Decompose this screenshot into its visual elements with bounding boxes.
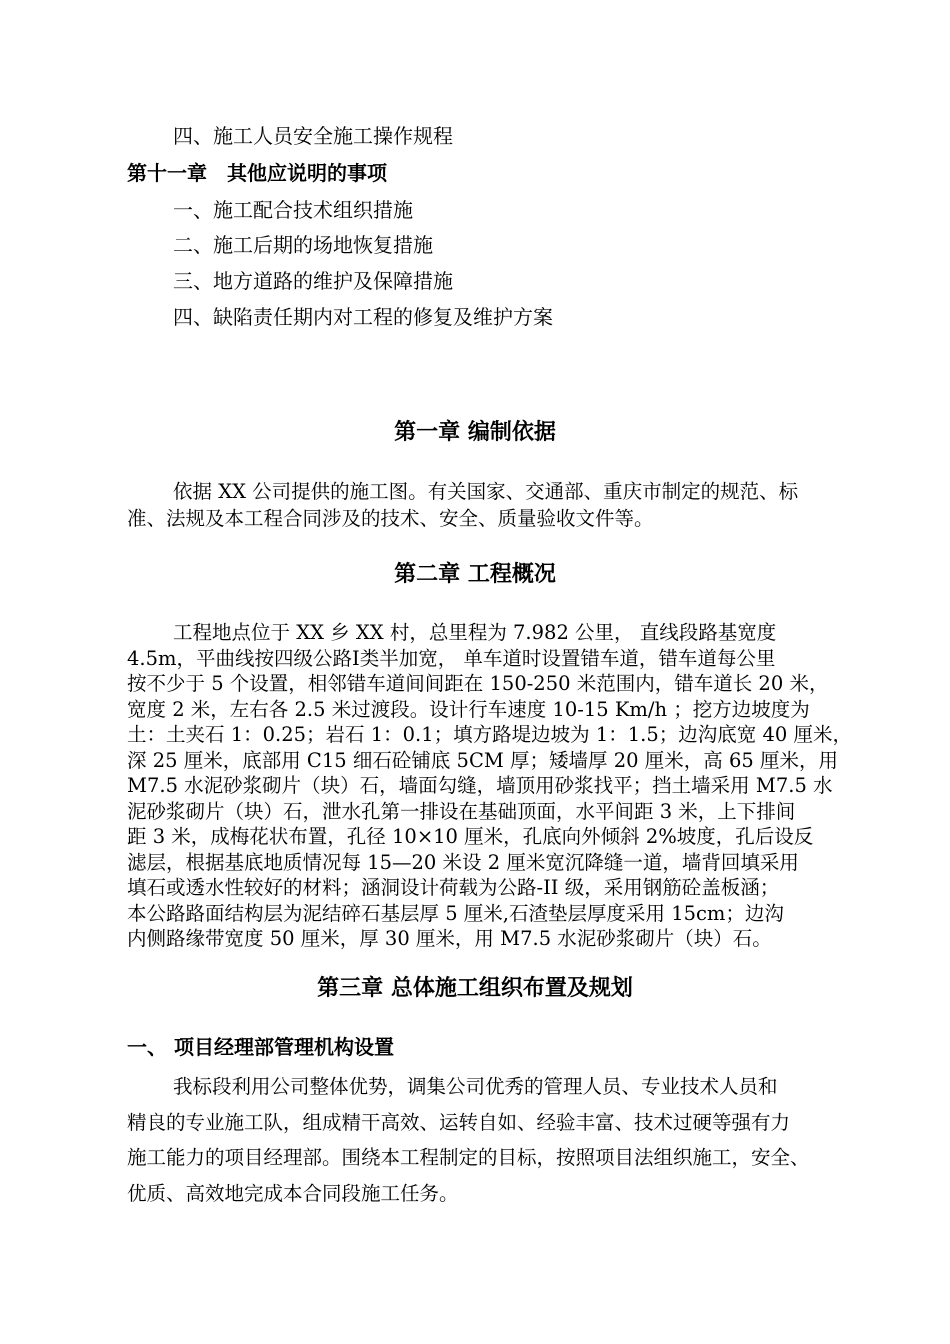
paragraph-line: 距 3 米，成梅花状布置，孔径 10×10 厘米，孔底向外倾斜 2%坡度，孔后设反 xyxy=(127,825,814,848)
paragraph-line: 准、法规及本工程合同涉及的技术、安全、质量验收文件等。 xyxy=(127,507,654,530)
chapter-1-title: 第一章 编制依据 xyxy=(394,420,556,445)
toc-item: 三、地方道路的维护及保障措施 xyxy=(173,269,453,293)
paragraph-line: 按不少于 5 个设置，相邻错车道间间距在 150-250 米范围内，错车道长 20 米， xyxy=(127,672,829,695)
section-1-title: 一、 项目经理部管理机构设置 xyxy=(127,1035,394,1059)
toc-chapter-heading: 第十一章 其他应说明的事项 xyxy=(127,161,387,185)
chapter-3-title: 第三章 总体施工组织布置及规划 xyxy=(317,976,633,1001)
paragraph-line: 工程地点位于 XX 乡 XX 村，总里程为 7.982 公里， 直线段路基宽度 xyxy=(173,621,777,644)
toc-item: 二、施工后期的场地恢复措施 xyxy=(173,233,433,257)
paragraph-line: 本公路路面结构层为泥结碎石基层厚 5 厘米,石渣垫层厚度采用 15cm；边沟 xyxy=(127,901,784,925)
toc-item: 四、施工人员安全施工操作规程 xyxy=(173,124,453,148)
paragraph-line: 泥砂浆砌片（块）石，泄水孔第一排设在基础顶面，水平间距 3 米，上下排间 xyxy=(127,799,796,823)
paragraph-line: 4.5m，平曲线按四级公路Ⅰ类半加宽， 单车道时设置错车道，错车道每公里 xyxy=(127,646,776,670)
paragraph-line: 土：土夹石 1：0.25；岩石 1：0.1；填方路堤边坡为 1：1.5；边沟底宽 40 厘米， xyxy=(127,723,852,746)
toc-item: 四、缺陷责任期内对工程的修复及维护方案 xyxy=(173,305,553,329)
paragraph-line: 优质、高效地完成本合同段施工任务。 xyxy=(127,1181,459,1205)
paragraph-line: 滤层，根据基底地质情况每 15—20 米设 2 厘米宽沉降缝一道，墙背回填采用 xyxy=(127,850,799,874)
toc-item: 一、施工配合技术组织措施 xyxy=(173,198,413,222)
paragraph-line: 深 25 厘米，底部用 C15 细石砼铺底 5CM 厚；矮墙厚 20 厘米，高 65 厘米，用 xyxy=(127,748,838,772)
chapter-1-paragraph xyxy=(127,478,862,532)
paragraph-line: 精良的专业施工队，组成精干高效、运转自如、经验丰富、技术过硬等强有力 xyxy=(127,1110,791,1134)
paragraph-line: 依据 XX 公司提供的施工图。有关国家、交通部、重庆市制定的规范、标 xyxy=(173,480,799,503)
chapter-2-paragraph xyxy=(127,620,862,952)
chapter-3-paragraph xyxy=(127,1069,862,1211)
chapter-2-title: 第二章 工程概况 xyxy=(394,562,556,587)
paragraph-line: 宽度 2 米，左右各 2.5 米过渡段。设计行车速度 10-15 Km/h ；挖方边坡度为 xyxy=(127,697,810,721)
paragraph-line: 我标段利用公司整体优势，调集公司优秀的管理人员、专业技术人员和 xyxy=(173,1075,778,1098)
paragraph-line: M7.5 水泥砂浆砌片（块）石，墙面勾缝，墙顶用砂浆找平；挡土墙采用 M7.5 水 xyxy=(127,774,833,797)
paragraph-line: 填石或透水性较好的材料；涵洞设计荷载为公路-II 级，采用钢筋砼盖板涵； xyxy=(127,876,780,899)
paragraph-line: 施工能力的项目经理部。围绕本工程制定的目标，按照项目法组织施工，安全、 xyxy=(127,1146,810,1169)
paragraph-line: 内侧路缘带宽度 50 厘米，厚 30 厘米，用 M7.5 水泥砂浆砌片（块）石。 xyxy=(127,927,772,950)
